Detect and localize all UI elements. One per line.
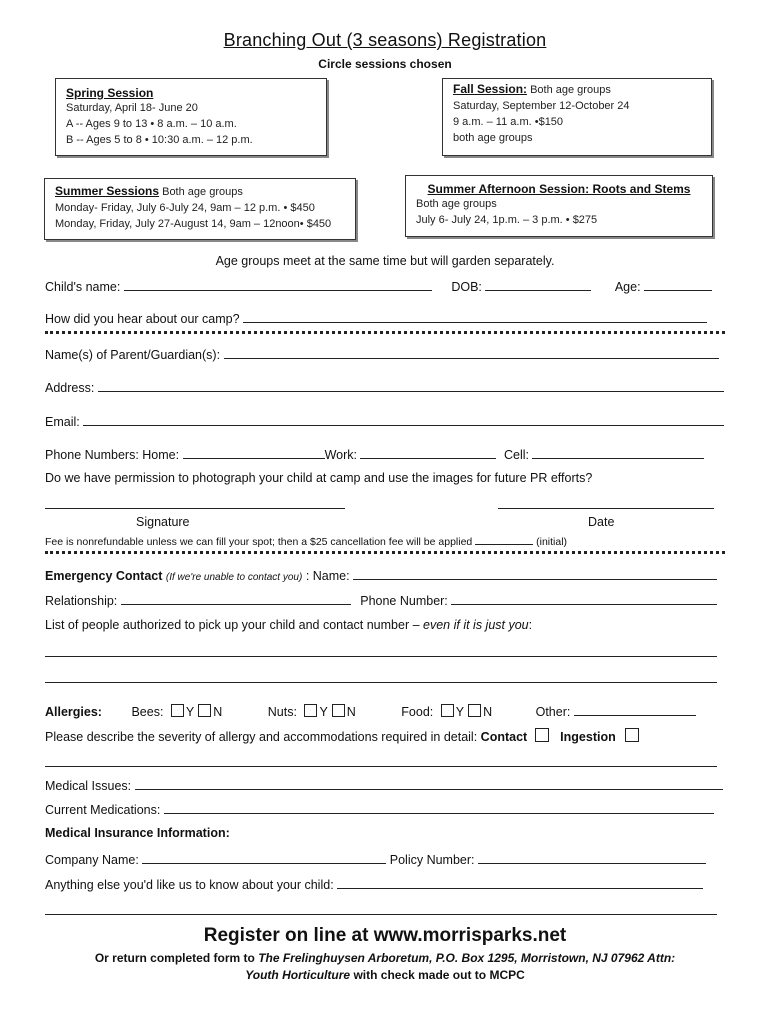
fee-row bbox=[45, 535, 567, 548]
summer-session-title: Summer Sessions bbox=[55, 184, 160, 198]
allergies-label: Allergies: bbox=[45, 705, 102, 719]
food-label: Food: bbox=[401, 705, 434, 719]
insurance-row bbox=[45, 851, 706, 867]
signature-line[interactable] bbox=[45, 508, 345, 509]
dob-label: DOB: bbox=[451, 280, 482, 294]
form-subtitle: Circle sessions chosen bbox=[318, 57, 452, 71]
summer-afternoon-session-box[interactable] bbox=[405, 175, 713, 237]
relationship-field[interactable] bbox=[121, 592, 351, 605]
child-name-label: Child's name: bbox=[45, 280, 121, 294]
return-attn: Youth Horticulture bbox=[245, 968, 351, 982]
current-meds-field[interactable] bbox=[164, 801, 714, 814]
pickup-line-2[interactable] bbox=[45, 682, 717, 683]
bees-no-checkbox[interactable] bbox=[198, 704, 211, 717]
nuts-label: Nuts: bbox=[267, 705, 297, 719]
phone-number-label: Phone Number: bbox=[360, 594, 448, 608]
summer-afternoon-line-1: Both age groups bbox=[416, 198, 497, 210]
emergency-name-field[interactable] bbox=[353, 567, 717, 580]
insurance-heading: Medical Insurance Information: bbox=[45, 826, 230, 840]
summer-afternoon-line-2: July 6- July 24, 1p.m. – 3 p.m. • $275 bbox=[416, 214, 598, 226]
fall-line-2: 9 a.m. – 11 a.m. •$150 bbox=[453, 116, 564, 128]
bees-yes-checkbox[interactable] bbox=[171, 704, 184, 717]
return-address: The Frelinghuysen Arboretum, P.O. Box 1295, Morristown, NJ 07962 Attn: bbox=[258, 951, 676, 965]
emergency-note: (If we're unable to contact you) bbox=[165, 572, 303, 583]
severity-row bbox=[45, 728, 641, 744]
anything-else-line[interactable] bbox=[45, 914, 717, 915]
dotted-separator bbox=[45, 331, 725, 334]
food-no-checkbox[interactable] bbox=[468, 704, 481, 717]
phone-cell-field[interactable] bbox=[532, 446, 704, 459]
spring-line-3: B -- Ages 5 to 8 • 10:30 a.m. – 12 p.m. bbox=[66, 134, 253, 146]
current-meds-row bbox=[45, 801, 714, 817]
register-online-link[interactable]: Register on line at www.morrisparks.net bbox=[203, 925, 567, 946]
age-group-note: Age groups meet at the same time but will garden separately. bbox=[215, 254, 555, 268]
severity-line[interactable] bbox=[45, 766, 717, 767]
emergency-row bbox=[45, 567, 717, 583]
pickup-label: List of people authorized to pick up your child and contact number – bbox=[45, 618, 420, 632]
medical-issues-row bbox=[45, 777, 723, 793]
emergency-name-label: : Name: bbox=[305, 569, 350, 583]
nuts-no-label: N bbox=[346, 705, 356, 719]
signature-label: Signature bbox=[136, 515, 190, 529]
initial-field[interactable] bbox=[475, 535, 533, 545]
spring-session-title: Spring Session bbox=[66, 86, 154, 100]
address-row bbox=[45, 379, 724, 395]
summer-title-note: Both age groups bbox=[159, 186, 243, 198]
company-name-label: Company Name: bbox=[45, 853, 139, 867]
medical-issues-label: Medical Issues: bbox=[45, 779, 132, 793]
form-title: Branching Out (3 seasons) Registration bbox=[223, 30, 547, 50]
dotted-separator bbox=[45, 551, 725, 554]
email-row bbox=[45, 413, 724, 429]
pickup-colon: : bbox=[528, 618, 533, 632]
age-label: Age: bbox=[614, 280, 641, 294]
initial-label: (initial) bbox=[536, 536, 568, 548]
contact-label: Contact bbox=[480, 730, 528, 744]
bees-label: Bees: bbox=[131, 705, 164, 719]
pickup-row bbox=[45, 618, 532, 632]
parent-label: Name(s) of Parent/Guardian(s): bbox=[45, 348, 221, 362]
nuts-yes-checkbox[interactable] bbox=[304, 704, 317, 717]
parent-field[interactable] bbox=[224, 346, 719, 359]
fee-note: Fee is nonrefundable unless we can fill your spot; then a $25 cancellation fee will be applied bbox=[45, 536, 473, 548]
spring-session-box[interactable] bbox=[55, 78, 327, 156]
bees-yes-label: Y bbox=[185, 705, 195, 719]
summer-line-2: Monday, Friday, July 27-August 14, 9am – 12noon• $450 bbox=[55, 218, 332, 230]
contact-checkbox[interactable] bbox=[535, 728, 549, 742]
date-line[interactable] bbox=[498, 508, 714, 509]
photo-permission: Do we have permission to photograph your child at camp and use the images for future PR efforts? bbox=[45, 471, 593, 485]
other-field[interactable] bbox=[574, 703, 696, 716]
summer-afternoon-title: Summer Afternoon Session: Roots and Stems bbox=[427, 182, 691, 196]
phone-row bbox=[45, 446, 704, 462]
bees-no-label: N bbox=[213, 705, 223, 719]
nuts-yes-label: Y bbox=[319, 705, 328, 719]
phone-home-label: Phone Numbers: Home: bbox=[45, 448, 180, 462]
summer-line-1: Monday- Friday, July 6-July 24, 9am – 12 p.m. • $450 bbox=[55, 202, 315, 214]
ingestion-checkbox[interactable] bbox=[625, 728, 639, 742]
phone-work-field[interactable] bbox=[360, 446, 496, 459]
hear-row bbox=[45, 310, 707, 326]
relationship-row bbox=[45, 592, 717, 608]
dob-field[interactable] bbox=[485, 278, 591, 291]
phone-work-label: Work: bbox=[324, 448, 357, 462]
return-prefix: Or return completed form to bbox=[94, 951, 255, 965]
relationship-label: Relationship: bbox=[45, 594, 118, 608]
fall-session-box[interactable] bbox=[442, 78, 712, 156]
child-name-field[interactable] bbox=[124, 278, 432, 291]
food-yes-label: Y bbox=[455, 705, 465, 719]
allergies-row bbox=[45, 703, 696, 719]
nuts-no-checkbox[interactable] bbox=[332, 704, 345, 717]
phone-home-field[interactable] bbox=[183, 446, 325, 459]
date-label: Date bbox=[588, 515, 615, 529]
return-instructions bbox=[0, 950, 770, 984]
food-yes-checkbox[interactable] bbox=[441, 704, 454, 717]
pickup-note: even if it is just you bbox=[423, 618, 529, 632]
parent-row bbox=[45, 346, 719, 362]
severity-label: Please describe the severity of allergy and accommodations required in detail: bbox=[45, 730, 478, 744]
child-row bbox=[45, 278, 712, 294]
email-label: Email: bbox=[45, 415, 80, 429]
anything-else-row bbox=[45, 876, 703, 892]
emergency-label: Emergency Contact bbox=[45, 569, 163, 583]
hear-label: How did you hear about our camp? bbox=[45, 312, 240, 326]
fall-line-3: both age groups bbox=[453, 132, 533, 144]
company-name-field[interactable] bbox=[142, 851, 386, 864]
fall-line-1: Saturday, September 12-October 24 bbox=[453, 100, 630, 112]
fall-title-row bbox=[453, 82, 711, 98]
anything-else-field[interactable] bbox=[337, 876, 703, 889]
other-label: Other: bbox=[535, 705, 571, 719]
food-no-label: N bbox=[483, 705, 493, 719]
pickup-line-1[interactable] bbox=[45, 656, 717, 657]
policy-number-label: Policy Number: bbox=[389, 853, 475, 867]
hear-field[interactable] bbox=[243, 310, 707, 323]
address-field[interactable] bbox=[98, 379, 724, 392]
current-meds-label: Current Medications: bbox=[45, 803, 161, 817]
fall-title-note: Both age groups bbox=[527, 84, 611, 96]
spring-line-2: A -- Ages 9 to 13 • 8 a.m. – 10 a.m. bbox=[66, 118, 237, 130]
policy-number-field[interactable] bbox=[478, 851, 706, 864]
age-field[interactable] bbox=[644, 278, 712, 291]
spring-line-1: Saturday, April 18- June 20 bbox=[66, 102, 198, 114]
return-suffix: with check made out to MCPC bbox=[353, 968, 525, 982]
summer-session-box[interactable] bbox=[44, 178, 356, 240]
email-field[interactable] bbox=[83, 413, 724, 426]
address-label: Address: bbox=[45, 381, 95, 395]
ingestion-label: Ingestion bbox=[560, 730, 616, 744]
summer-title-row bbox=[55, 184, 355, 200]
fall-session-title: Fall Session: bbox=[453, 82, 528, 96]
medical-issues-field[interactable] bbox=[135, 777, 723, 790]
phone-cell-label: Cell: bbox=[503, 448, 529, 462]
anything-else-label: Anything else you'd like us to know about your child: bbox=[45, 878, 334, 892]
phone-number-field[interactable] bbox=[451, 592, 717, 605]
